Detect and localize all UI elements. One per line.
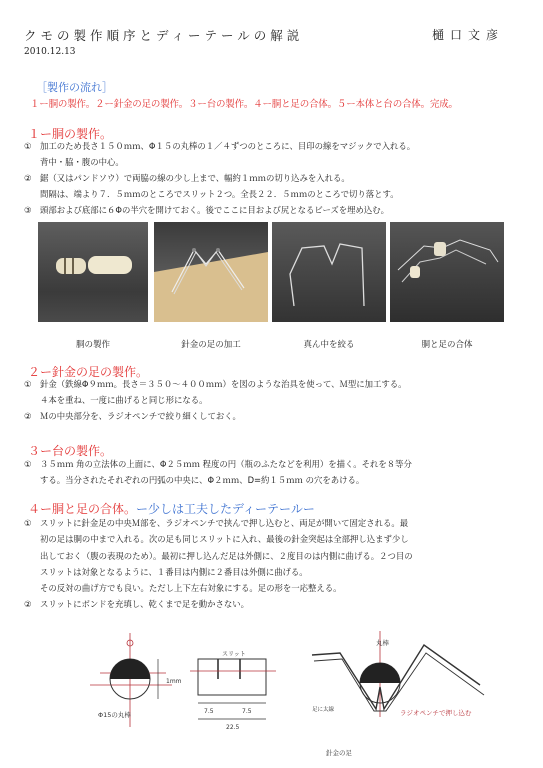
item-line: 鋸（又はパンドソウ）で両脇の線の少し上まで、幅約１ｍｍの切り込みを入れる。 [40,173,350,183]
sketch-label-tie: 足に太線 [312,707,335,713]
section-4-title: ４ー胴と足の合体。 [28,502,137,516]
item-number: ② [24,173,32,183]
photo-squeeze-center [272,222,386,322]
sketch-label-1mm: 1mm [166,678,182,685]
sketch-dim-3: 22.5 [226,724,240,731]
sketch-label-phi15: Φ15の丸棒 [98,711,131,719]
item-line: 頭部および底部に６Φの半穴を開けておく。後でここに目および尻となるビーズを埋め込む。 [40,205,390,215]
document-date: 2010.12.13 [24,47,76,57]
item-line: 初の足は胴の中まで入れる。次の足も同じスリットに入れ、最後の針金突起は全部押し込まず少し [40,534,409,545]
photo-caption-4: 胴と足の合体 [421,340,473,350]
section-1-heading: １ー胴の製作。 [28,127,113,141]
photo-body-making [38,222,148,322]
photo-caption-2: 針金の足の加工 [181,340,241,350]
item-line: ４本を重ね、一度に曲げると同じ形になる。 [40,395,208,406]
sketch-label-rod: 丸棒 [376,639,389,647]
item-line: 加工のため長さ１５０ｍｍ、Φ１５の丸棒の１／４ずつのところに、目印の線をマジックで入れる。 [40,141,416,151]
section-1-item-1 [24,138,524,171]
hand-sketch-diagram [80,625,520,765]
item-line: する。当分されたそれぞれの円弧の中央に、Φ２ｍｍ、D=約１５ｍｍ の穴をあける。 [40,475,365,486]
item-line: その反対の曲げ方でも良い。ただし上下左右対象にする。足の形を一応整える。 [40,583,342,594]
section-2-heading: ２ー針金の足の製作。 [28,365,149,379]
item-line: 出しておく（腹の表現のため）。最初に押し込んだ足は外側に、２度目のは内側に曲げる。２つ目の [40,550,413,561]
author-name: 樋口文彦 [432,28,505,42]
section-3-item-1 [24,456,524,489]
photo-caption-3: 真ん中を絞る [303,340,355,350]
item-line: スリットにボンドを充填し、乾くまで足を動かさない。 [40,599,250,609]
flow-text: １ー胴の製作。２ー針金の足の製作。３ー台の製作。４ー胴と足の合体。５ー本体と台の合体。完成。 [30,99,458,110]
sketch-dim-1: 7.5 [204,708,214,715]
document-title: クモの製作順序とディーテールの解説 [24,28,304,43]
item-number: ③ [24,205,32,215]
section-1-item-3 [24,202,524,218]
section-3-heading: ３ー台の製作。 [28,444,113,458]
item-number: ① [24,518,32,528]
section-4-item-2 [24,596,524,612]
item-number: ① [24,379,32,389]
item-line: スリットは対象となるように、１番目は内側に２番目は外側に曲げる。 [40,566,308,577]
item-line: 針金（鉄線Φ９ｍｍ。長さ＝３５０～４００ｍｍ）を図のような治具を使って、Ｍ型に加工する。 [40,379,407,389]
item-number: ② [24,411,32,421]
item-line: Ｍの中央部分を、ラジオペンチで絞り細くしておく。 [40,411,241,421]
section-2-item-1 [24,376,524,409]
item-line: ３５ｍｍ 角の立法体の上面に、Φ２５ｍｍ 程度の円（瓶のふたなどを利用）を描く。それを８等分 [40,459,412,469]
sketch-label-wire-legs: 針金の足 [326,749,352,757]
flow-heading: ［製作の流れ］ [36,81,113,94]
sketch-label-slit: スリット [222,651,246,658]
item-number: ① [24,141,32,151]
item-line: スリットに針金足の中央Ｍ部を、ラジオペンチで挟んで押し込むと、両足が開いて固定される。最 [40,518,409,528]
sketch-label-radio-pliers: ラジオペンチで押し込む [400,709,472,717]
photo-caption-1: 胴の製作 [75,340,110,350]
item-line: 間隔は、端より７．５ｍｍのところでスリット２つ。全長２２．５ｍｍのところで切り落とす。 [40,189,399,200]
section-4-subtitle: ー少しは工夫したディーテールー [136,502,315,516]
item-number: ① [24,459,32,469]
photo-assembled [390,222,504,322]
section-4-item-1 [24,515,524,596]
photo-wire-legs [154,222,268,322]
section-1-item-2 [24,170,524,203]
item-line: 背中・脇・腹の中心。 [40,157,124,168]
sketch-dim-2: 7.5 [242,708,252,715]
item-number: ② [24,599,32,609]
section-2-item-2 [24,408,524,424]
